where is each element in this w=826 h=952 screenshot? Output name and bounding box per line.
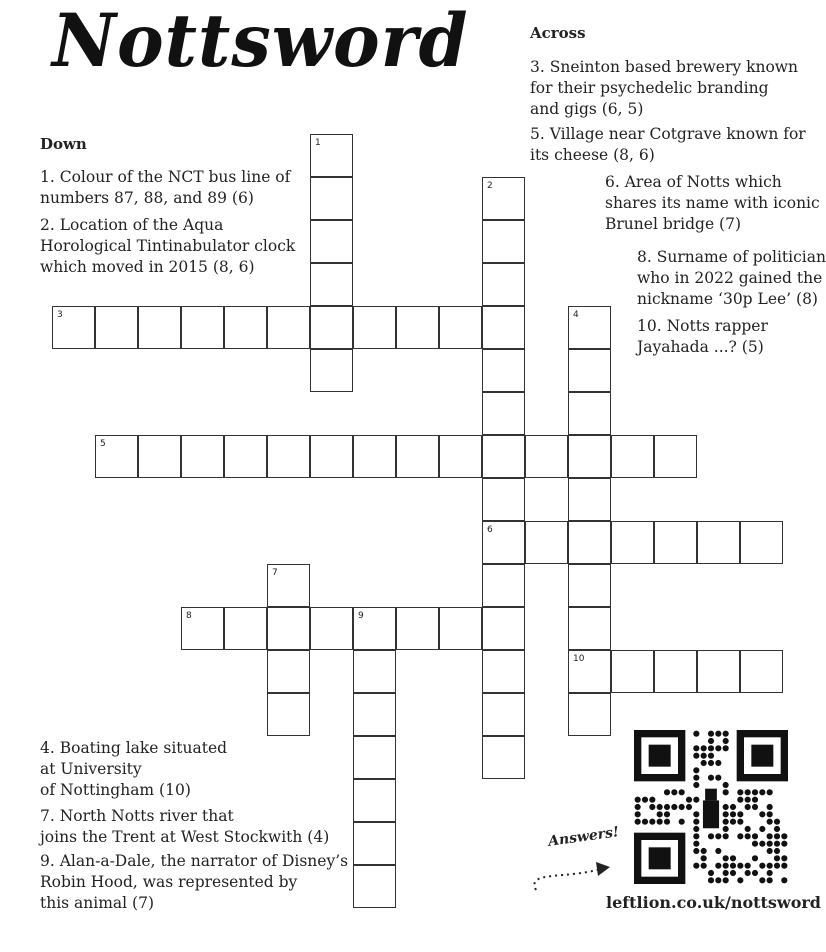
- clue-number: 5: [100, 439, 106, 449]
- grid-cell[interactable]: [396, 435, 439, 478]
- grid-cell[interactable]: [267, 306, 310, 349]
- grid-cell[interactable]: [353, 822, 396, 865]
- page-title: Nottsword: [52, 0, 469, 85]
- grid-cell[interactable]: [267, 693, 310, 736]
- clue-number: 1: [315, 138, 321, 148]
- grid-cell[interactable]: [439, 435, 482, 478]
- grid-cell[interactable]: [482, 349, 525, 392]
- grid-cell[interactable]: [482, 650, 525, 693]
- grid-cell[interactable]: [310, 134, 353, 177]
- grid-cell[interactable]: [353, 736, 396, 779]
- grid-cell[interactable]: [568, 435, 611, 478]
- down-clue-9: 9. Alan-a-Dale, the narrator of Disney’s Robin Hood, was represented by this animal (7): [40, 852, 349, 912]
- grid-cell[interactable]: [353, 693, 396, 736]
- across-clue-6: 6. Area of Notts which shares its name with iconic Brunel bridge (7): [605, 173, 820, 233]
- across-clue-10: 10. Notts rapper Jayahada ...? (5): [637, 317, 768, 356]
- grid-cell[interactable]: [525, 435, 568, 478]
- across-heading: Across: [530, 24, 586, 42]
- grid-cell[interactable]: [439, 306, 482, 349]
- grid-cell[interactable]: [181, 435, 224, 478]
- grid-cell[interactable]: [267, 564, 310, 607]
- clue-number: 3: [57, 310, 63, 320]
- arrow-icon: [526, 850, 616, 898]
- grid-cell[interactable]: [224, 607, 267, 650]
- grid-cell[interactable]: [353, 779, 396, 822]
- down-clue-1: 1. Colour of the NCT bus line of numbers 87, 88, and 89 (6): [40, 168, 291, 207]
- grid-cell[interactable]: [654, 435, 697, 478]
- grid-cell[interactable]: [52, 306, 95, 349]
- grid-cell[interactable]: [224, 435, 267, 478]
- qr-code-icon[interactable]: [634, 730, 788, 884]
- grid-cell[interactable]: [568, 564, 611, 607]
- clue-number: 2: [487, 181, 493, 191]
- grid-cell[interactable]: [611, 435, 654, 478]
- clue-number: 6: [487, 525, 493, 535]
- grid-cell[interactable]: [654, 650, 697, 693]
- grid-cell[interactable]: [310, 263, 353, 306]
- grid-cell[interactable]: [525, 521, 568, 564]
- grid-cell[interactable]: [611, 650, 654, 693]
- grid-cell[interactable]: [181, 306, 224, 349]
- across-clue-5: 5. Village near Cotgrave known for its cheese (8, 6): [530, 125, 806, 164]
- grid-cell[interactable]: [611, 521, 654, 564]
- grid-cell[interactable]: [310, 349, 353, 392]
- grid-cell[interactable]: [568, 521, 611, 564]
- grid-cell[interactable]: [482, 693, 525, 736]
- grid-cell[interactable]: [353, 306, 396, 349]
- grid-cell[interactable]: [482, 564, 525, 607]
- grid-cell[interactable]: [353, 650, 396, 693]
- grid-cell[interactable]: [482, 392, 525, 435]
- grid-cell[interactable]: [482, 177, 525, 220]
- grid-cell[interactable]: [267, 607, 310, 650]
- grid-cell[interactable]: [353, 435, 396, 478]
- grid-cell[interactable]: [310, 220, 353, 263]
- grid-cell[interactable]: [697, 521, 740, 564]
- clue-number: 7: [272, 568, 278, 578]
- grid-cell[interactable]: [482, 435, 525, 478]
- down-clue-4: 4. Boating lake situated at University of Nottingham (10): [40, 739, 228, 799]
- grid-cell[interactable]: [396, 306, 439, 349]
- grid-cell[interactable]: [310, 306, 353, 349]
- clue-number: 9: [358, 611, 364, 621]
- down-heading: Down: [40, 135, 87, 153]
- grid-cell[interactable]: [138, 435, 181, 478]
- clue-number: 10: [573, 654, 585, 664]
- grid-cell[interactable]: [654, 521, 697, 564]
- grid-cell[interactable]: [267, 435, 310, 478]
- clue-number: 4: [573, 310, 579, 320]
- clue-number: 8: [186, 611, 192, 621]
- grid-cell[interactable]: [568, 478, 611, 521]
- grid-cell[interactable]: [740, 521, 783, 564]
- grid-cell[interactable]: [310, 435, 353, 478]
- down-clue-7: 7. North Notts river that joins the Trent at West Stockwith (4): [40, 807, 330, 846]
- grid-cell[interactable]: [181, 607, 224, 650]
- answers-label: Answers!: [547, 824, 621, 850]
- grid-cell[interactable]: [482, 607, 525, 650]
- grid-cell[interactable]: [568, 607, 611, 650]
- grid-cell[interactable]: [482, 736, 525, 779]
- down-clue-2: 2. Location of the Aqua Horological Tintinabulator clock which moved in 2015 (8, 6): [40, 216, 296, 276]
- grid-cell[interactable]: [95, 306, 138, 349]
- grid-cell[interactable]: [482, 306, 525, 349]
- grid-cell[interactable]: [482, 263, 525, 306]
- across-clue-3: 3. Sneinton based brewery known for their psychedelic branding and gigs (6, 5): [530, 58, 799, 118]
- grid-cell[interactable]: [568, 693, 611, 736]
- grid-cell[interactable]: [568, 349, 611, 392]
- grid-cell[interactable]: [568, 650, 611, 693]
- grid-cell[interactable]: [568, 306, 611, 349]
- grid-cell[interactable]: [95, 435, 138, 478]
- grid-cell[interactable]: [267, 650, 310, 693]
- grid-cell[interactable]: [439, 607, 482, 650]
- grid-cell[interactable]: [482, 521, 525, 564]
- across-clue-8: 8. Surname of politician who in 2022 gained the nickname ‘30p Lee’ (8): [637, 248, 826, 308]
- grid-cell[interactable]: [396, 607, 439, 650]
- grid-cell[interactable]: [310, 177, 353, 220]
- grid-cell[interactable]: [697, 650, 740, 693]
- grid-cell[interactable]: [138, 306, 181, 349]
- grid-cell[interactable]: [482, 220, 525, 263]
- grid-cell[interactable]: [740, 650, 783, 693]
- answers-link[interactable]: leftlion.co.uk/nottsword: [606, 893, 821, 912]
- grid-cell[interactable]: [310, 607, 353, 650]
- grid-cell[interactable]: [568, 392, 611, 435]
- grid-cell[interactable]: [353, 607, 396, 650]
- grid-cell[interactable]: [353, 865, 396, 908]
- grid-cell[interactable]: [482, 478, 525, 521]
- grid-cell[interactable]: [224, 306, 267, 349]
